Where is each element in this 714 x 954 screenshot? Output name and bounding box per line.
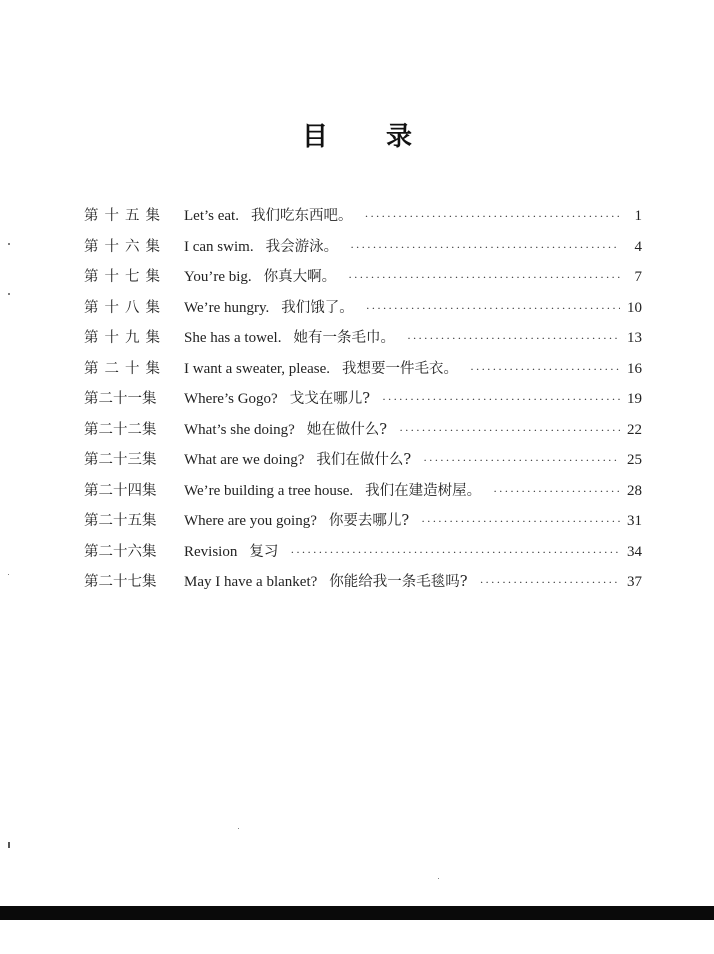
scan-speck xyxy=(8,293,10,295)
chinese-title: 我们吃东西吧。 xyxy=(250,208,353,224)
english-title: Let’s eat. xyxy=(184,208,239,224)
page-number: 1 xyxy=(634,208,642,224)
page-number: 16 xyxy=(627,360,642,377)
english-title: She has a towel. xyxy=(184,330,282,346)
scan-speck xyxy=(238,828,239,829)
leader-dots xyxy=(290,537,620,568)
english-title: Where’s Gogo? xyxy=(184,391,278,407)
english-title: I want a sweater, please. xyxy=(184,360,330,377)
leader-dots xyxy=(480,567,620,598)
episode-label: 第十八集 xyxy=(84,299,166,316)
episode-label: 第二十七集 xyxy=(84,574,157,590)
leader-dots xyxy=(350,232,620,263)
episode-label: 第二十二集 xyxy=(84,421,157,438)
english-title: I can swim. xyxy=(184,238,254,255)
episode-label: 第二十集 xyxy=(84,360,166,377)
page-title-char-1: 目 xyxy=(301,122,328,152)
leader-dots xyxy=(399,415,620,446)
page-number: 13 xyxy=(627,330,642,346)
bottom-border-bar xyxy=(0,906,714,920)
english-title: We’re hungry. xyxy=(184,299,270,316)
episode-label: 第十七集 xyxy=(84,269,166,285)
toc-row[interactable] xyxy=(84,537,642,568)
leader-dots xyxy=(493,476,620,507)
english-title: May I have a blanket? xyxy=(184,574,318,590)
chinese-title: 戈戈在哪儿? xyxy=(289,391,370,407)
english-title: What are we doing? xyxy=(184,452,305,468)
page-number: 4 xyxy=(634,238,642,255)
toc-row[interactable] xyxy=(84,354,642,385)
chinese-title: 我会游泳。 xyxy=(265,238,339,255)
leader-dots xyxy=(423,445,620,476)
page-number: 22 xyxy=(627,421,642,438)
chinese-title: 她在做什么? xyxy=(306,421,388,438)
chinese-title: 我想要一件毛衣。 xyxy=(342,360,458,377)
english-title: We’re building a tree house. xyxy=(184,482,354,499)
leader-dots xyxy=(348,262,620,293)
leader-dots xyxy=(470,354,620,385)
page-number: 37 xyxy=(627,574,642,590)
chinese-title: 复习 xyxy=(249,543,279,560)
scan-speck xyxy=(438,878,439,879)
page-number: 10 xyxy=(627,299,642,316)
page-number: 19 xyxy=(627,391,642,407)
page-number: 34 xyxy=(627,543,642,560)
episode-label: 第十六集 xyxy=(84,238,166,255)
episode-label: 第二十五集 xyxy=(84,513,157,529)
page-title xyxy=(0,116,714,153)
toc-row[interactable] xyxy=(84,567,642,598)
episode-label: 第十九集 xyxy=(84,330,166,346)
leader-dots xyxy=(382,384,620,415)
toc-row[interactable] xyxy=(84,323,642,354)
episode-label: 第二十三集 xyxy=(84,452,157,468)
episode-label: 第二十六集 xyxy=(84,543,157,560)
chinese-title: 你能给我一条毛毯吗? xyxy=(329,574,468,590)
toc-row[interactable] xyxy=(84,415,642,446)
page-title-char-2: 录 xyxy=(386,122,413,152)
leader-dots xyxy=(366,293,620,324)
chinese-title: 我们在做什么? xyxy=(316,452,412,468)
english-title: What’s she doing? xyxy=(184,421,295,438)
toc-row[interactable] xyxy=(84,293,642,324)
scan-speck xyxy=(8,243,10,245)
episode-label: 第二十四集 xyxy=(84,482,157,499)
table-of-contents xyxy=(84,201,642,598)
leader-dots xyxy=(364,201,620,232)
english-title: You’re big. xyxy=(184,269,252,285)
toc-row[interactable] xyxy=(84,476,642,507)
chinese-title: 我们在建造树屋。 xyxy=(365,482,482,499)
english-title: Where are you going? xyxy=(184,513,317,529)
chinese-title: 她有一条毛巾。 xyxy=(293,330,395,346)
scan-speck xyxy=(8,842,10,848)
toc-row[interactable] xyxy=(84,445,642,476)
chinese-title: 你要去哪儿? xyxy=(328,513,410,529)
leader-dots xyxy=(421,506,620,537)
episode-label: 第十五集 xyxy=(84,208,166,224)
page-number: 7 xyxy=(634,269,642,285)
toc-row[interactable] xyxy=(84,201,642,232)
episode-label: 第二十一集 xyxy=(84,391,157,407)
chinese-title: 你真大啊。 xyxy=(263,269,337,285)
toc-row[interactable] xyxy=(84,506,642,537)
chinese-title: 我们饿了。 xyxy=(281,299,354,316)
toc-row[interactable] xyxy=(84,384,642,415)
toc-row[interactable] xyxy=(84,262,642,293)
page-number: 31 xyxy=(627,513,642,529)
toc-row[interactable] xyxy=(84,232,642,263)
page-number: 25 xyxy=(627,452,642,468)
leader-dots xyxy=(407,323,620,354)
scan-speck xyxy=(8,574,9,575)
english-title: Revision xyxy=(184,543,238,560)
page-number: 28 xyxy=(627,482,642,499)
